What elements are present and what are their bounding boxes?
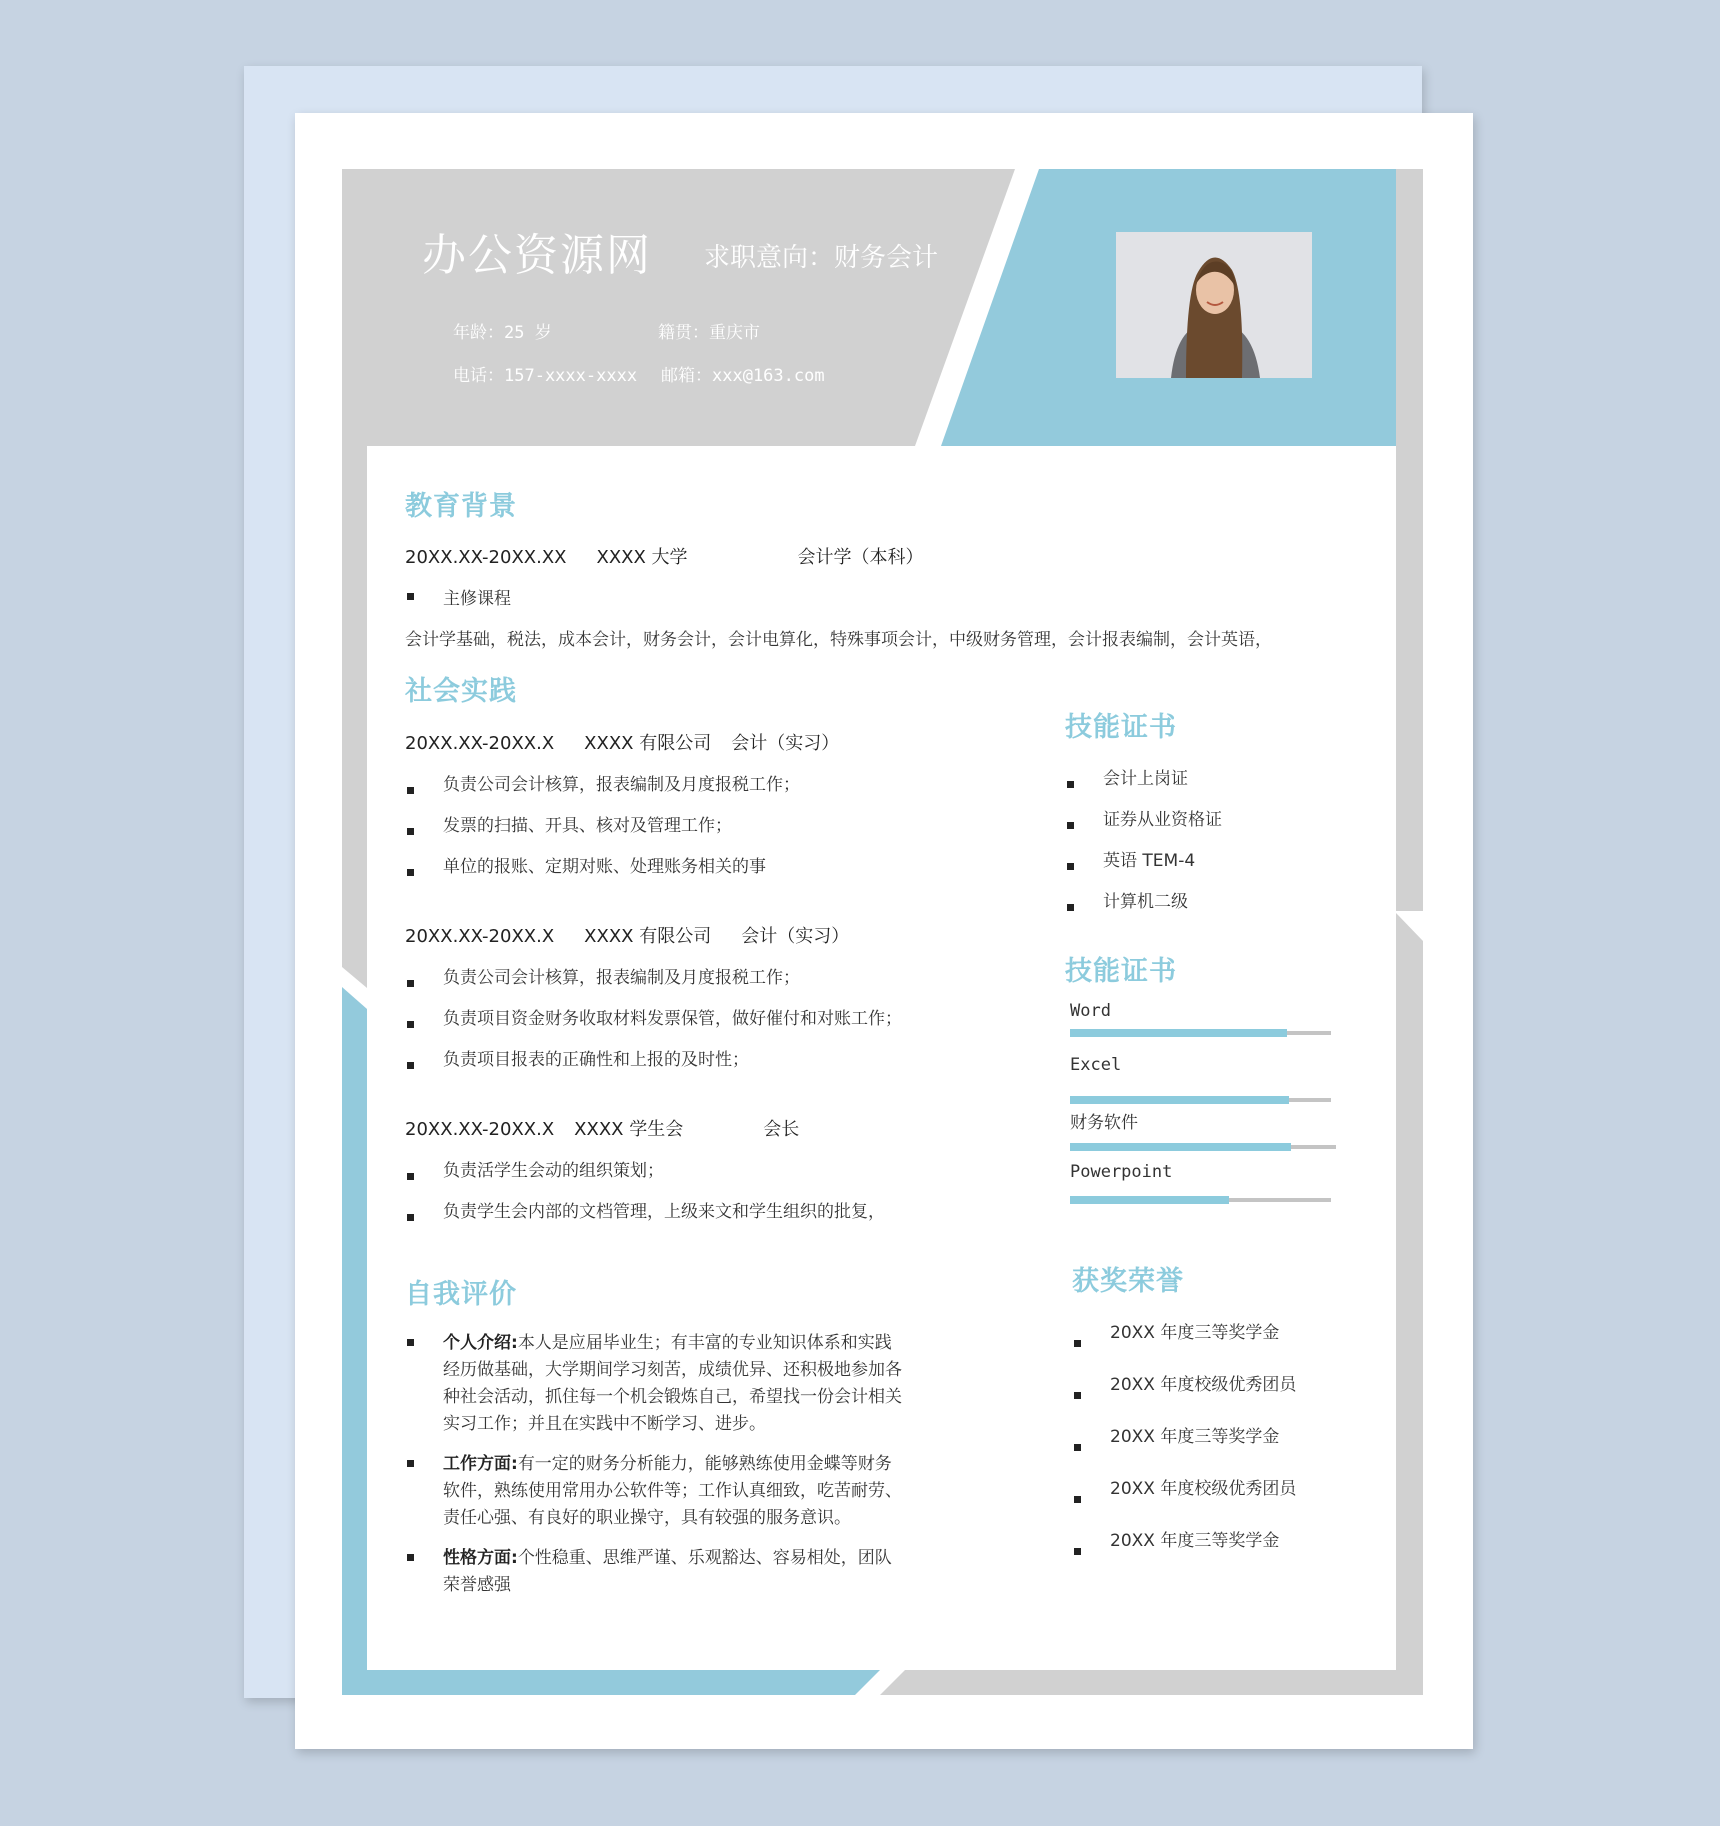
list-item: 20XX 年度三等奖学金 xyxy=(1072,1318,1296,1370)
practice-list-3 xyxy=(405,1156,885,1238)
courses-list xyxy=(405,584,511,609)
skill-bar-excel xyxy=(1070,1098,1331,1102)
list-item: 20XX 年度三等奖学金 xyxy=(1072,1422,1296,1474)
practice-role: 会计（实习） xyxy=(731,733,840,754)
courses-text: 会计学基础，税法，成本会计，财务会计，会计电算化，特殊事项会计，中级财务管理，会计报表编制，会计英语， xyxy=(405,630,1272,650)
profile-photo xyxy=(1116,232,1312,378)
self-eval-text: 有一定的财务分析能力，能够熟练使用金蝶等财务软件，熟练使用常用办公软件等；工作认真细致，吃苦耐劳、责任心强、有良好的职业操守，具有较强的服务意识。 xyxy=(443,1454,902,1528)
practice-period: 20XX.XX-20XX.X xyxy=(405,733,555,754)
hometown-text: 籍贯：重庆市 xyxy=(658,323,760,343)
list-item: 20XX 年度校级优秀团员 xyxy=(1072,1370,1296,1422)
self-eval-body xyxy=(405,1330,905,1598)
right-gray-strip-bottom xyxy=(1396,913,1423,1695)
list-item xyxy=(405,1451,905,1532)
list-item: 英语 TEM-4 xyxy=(1065,846,1222,887)
applicant-name: 办公资源网 xyxy=(422,230,652,281)
skill-bar-fill xyxy=(1070,1196,1229,1204)
phone-text: 电话：157-xxxx-xxxx xyxy=(453,366,638,386)
practice-org: XXXX 学生会 xyxy=(574,1119,684,1140)
education-school: XXXX 大学 xyxy=(596,547,688,568)
practice-org: XXXX 有限公司 xyxy=(584,733,712,754)
list-item: 负责项目报表的正确性和上报的及时性； xyxy=(405,1045,902,1086)
list-item: 负责公司会计核算，报表编制及月度报税工作； xyxy=(405,770,800,811)
age-text: 年龄：25 岁 xyxy=(453,323,552,343)
education-title: 教育背景 xyxy=(405,491,517,522)
skill-bar-finance-software xyxy=(1070,1145,1336,1149)
resume-page xyxy=(295,113,1473,1749)
awards-list xyxy=(1072,1318,1296,1578)
self-eval-label: 性格方面: xyxy=(443,1548,518,1568)
skill-bar-fill xyxy=(1070,1029,1287,1037)
practice-entry-3 xyxy=(405,1115,799,1141)
list-item: 主修课程 xyxy=(405,584,511,609)
skill-bar-fill xyxy=(1070,1096,1289,1104)
skill-name: 财务软件 xyxy=(1070,1113,1138,1133)
list-item: 负责项目资金财务收取材料发票保管，做好催付和对账工作； xyxy=(405,1004,902,1045)
skill-name: Powerpoint xyxy=(1070,1162,1173,1182)
practice-list-1 xyxy=(405,770,800,893)
practice-role: 会计（实习） xyxy=(741,926,850,947)
skill-bar-fill xyxy=(1070,1143,1291,1151)
practice-title: 社会实践 xyxy=(405,676,517,707)
list-item: 20XX 年度校级优秀团员 xyxy=(1072,1474,1296,1526)
self-eval-text: 本人是应届毕业生；有丰富的专业知识体系和实践经历做基础，大学期间学习刻苦，成绩优异、还积极地参加各种社会活动，抓住每一个机会锻炼自己，希望找一份会计相关实习工作；并且在实践中不断学习、进步。 xyxy=(443,1333,902,1434)
skills-title: 技能证书 xyxy=(1065,956,1177,987)
skill-bar-word xyxy=(1070,1031,1331,1035)
skill-name: Excel xyxy=(1070,1055,1122,1075)
email-text: 邮箱：xxx@163.com xyxy=(661,366,825,386)
right-gray-strip-top xyxy=(1396,169,1423,911)
list-item xyxy=(405,1330,905,1438)
self-eval-title: 自我评价 xyxy=(405,1279,517,1310)
list-item: 会计上岗证 xyxy=(1065,764,1222,805)
job-intent: 求职意向：财务会计 xyxy=(704,243,939,273)
practice-period: 20XX.XX-20XX.X xyxy=(405,1119,555,1140)
list-item: 单位的报账、定期对账、处理账务相关的事 xyxy=(405,852,800,893)
header-gray-panel xyxy=(342,169,1015,446)
certificates-title: 技能证书 xyxy=(1065,712,1177,743)
practice-entry-1 xyxy=(405,729,839,755)
list-item: 计算机二级 xyxy=(1065,887,1222,928)
left-gray-strip xyxy=(342,446,367,988)
list-item xyxy=(405,1545,905,1598)
awards-title: 获奖荣誉 xyxy=(1072,1266,1184,1297)
self-eval-label: 个人介绍: xyxy=(443,1333,518,1353)
left-blue-strip xyxy=(342,987,367,1670)
self-eval-list xyxy=(405,1330,905,1598)
skill-bar-powerpoint xyxy=(1070,1198,1331,1202)
practice-entry-2 xyxy=(405,922,849,948)
education-period: 20XX.XX-20XX.XX xyxy=(405,547,567,568)
list-item: 证券从业资格证 xyxy=(1065,805,1222,846)
skill-name: Word xyxy=(1070,1001,1111,1021)
list-item: 负责活学生会动的组织策划； xyxy=(405,1156,885,1197)
practice-list-2 xyxy=(405,963,902,1086)
list-item: 负责学生会内部的文档管理，上级来文和学生组织的批复， xyxy=(405,1197,885,1238)
practice-org: XXXX 有限公司 xyxy=(584,926,712,947)
certificates-list xyxy=(1065,764,1222,928)
list-item: 20XX 年度三等奖学金 xyxy=(1072,1526,1296,1578)
practice-period: 20XX.XX-20XX.X xyxy=(405,926,555,947)
self-eval-text: 个性稳重、思维严谨、乐观豁达、容易相处，团队荣誉感强 xyxy=(443,1548,892,1595)
bottom-blue-band xyxy=(342,1670,880,1695)
list-item: 发票的扫描、开具、核对及管理工作； xyxy=(405,811,800,852)
education-major: 会计学（本科） xyxy=(797,547,924,568)
education-entry xyxy=(405,543,924,569)
practice-role: 会长 xyxy=(763,1119,800,1140)
list-item: 负责公司会计核算，报表编制及月度报税工作； xyxy=(405,963,902,1004)
self-eval-label: 工作方面: xyxy=(443,1454,518,1474)
bottom-gray-band xyxy=(880,1670,1423,1695)
